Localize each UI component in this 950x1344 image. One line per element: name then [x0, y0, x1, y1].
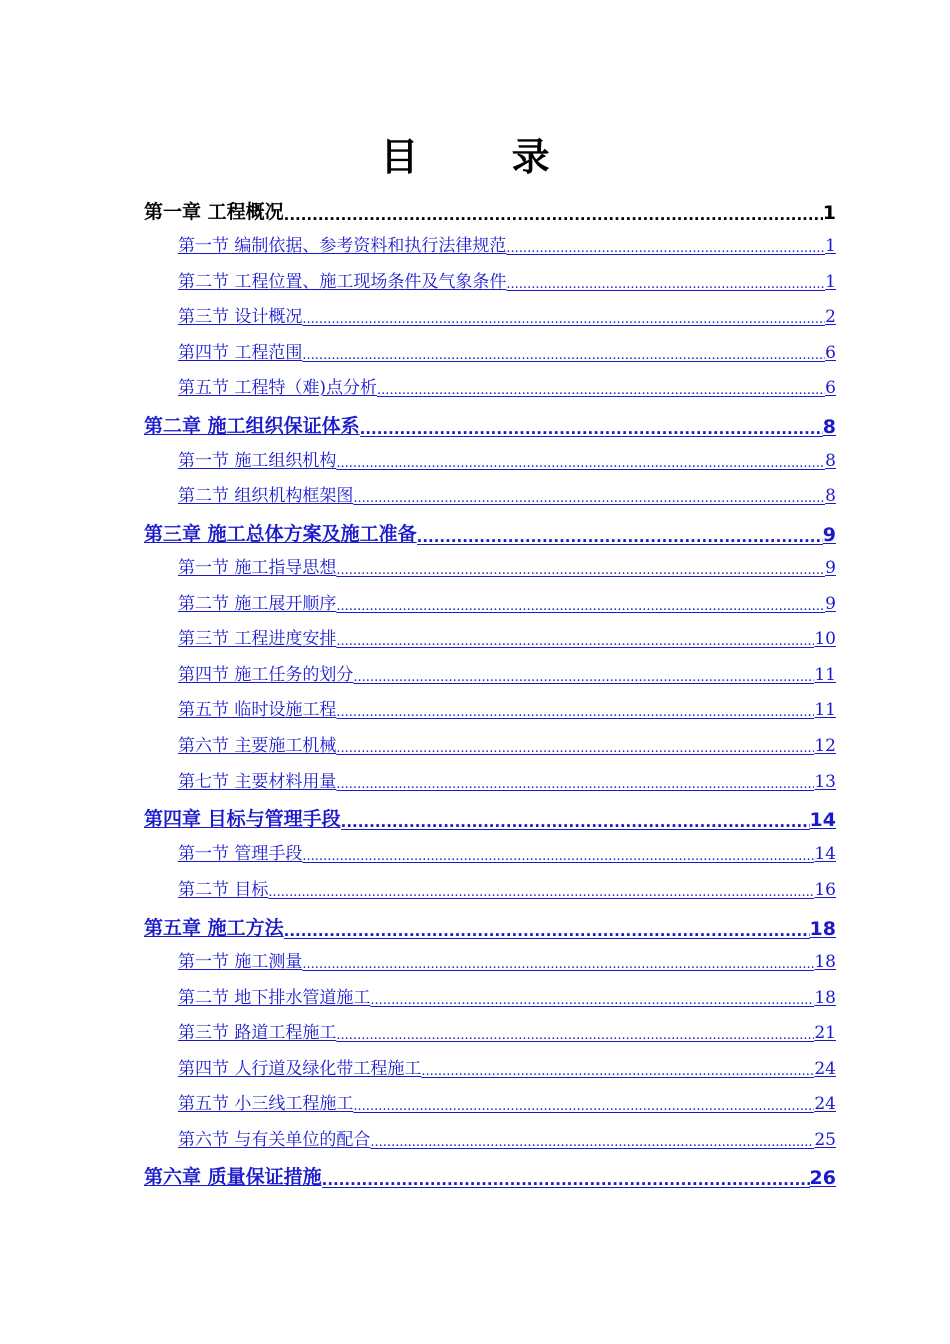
toc-page-number: 14	[809, 809, 836, 831]
toc-dot-leader	[336, 777, 814, 792]
toc-page-number: 1	[822, 202, 836, 224]
toc-section-entry[interactable]	[178, 372, 836, 398]
toc-page-number: 16	[814, 880, 836, 900]
toc-page-number: 14	[814, 844, 836, 864]
toc-section-entry[interactable]	[178, 1124, 836, 1150]
toc-page-number: 8	[822, 416, 836, 438]
toc-entry-label: 第二节 工程位置、施工现场条件及气象条件	[178, 272, 507, 292]
toc-entry-label: 第二章 施工组织保证体系	[144, 415, 360, 437]
toc-dot-leader	[336, 705, 814, 720]
toc-entry-label: 第一节 编制依据、参考资料和执行法律规范	[178, 236, 507, 256]
toc-page-number: 10	[814, 629, 836, 649]
toc-page-number: 18	[814, 988, 836, 1008]
toc-entry-label: 第三章 施工总体方案及施工准备	[144, 523, 417, 545]
toc-page-number: 24	[814, 1094, 836, 1114]
toc-page-number: 8	[825, 451, 836, 471]
toc-section-entry[interactable]	[178, 946, 836, 972]
toc-entry-label: 第六节 主要施工机械	[178, 736, 337, 756]
toc-chapter-entry	[144, 194, 836, 224]
toc-section-entry[interactable]	[178, 480, 836, 506]
toc-entry-label: 第七节 主要材料用量	[178, 772, 337, 792]
toc-dot-leader	[370, 993, 814, 1008]
toc-chapter-entry[interactable]	[144, 910, 836, 940]
toc-page-number: 1	[825, 272, 836, 292]
toc-dot-leader	[370, 1135, 814, 1150]
toc-dot-leader	[336, 741, 814, 756]
toc-section-entry[interactable]	[178, 552, 836, 578]
toc-dot-leader	[336, 563, 825, 578]
toc-dot-leader	[353, 1099, 814, 1114]
toc-chapter-entry[interactable]	[144, 1159, 836, 1189]
toc-entry-label: 第六章 质量保证措施	[144, 1166, 322, 1188]
toc-entry-label: 第四节 施工任务的划分	[178, 665, 354, 685]
toc-dot-leader	[302, 957, 814, 972]
toc-dot-leader	[353, 670, 814, 685]
toc-chapter-entry[interactable]	[144, 408, 836, 438]
toc-page-number: 26	[809, 1167, 836, 1189]
toc-dot-leader	[302, 348, 825, 363]
toc-entry-label: 第二节 施工展开顺序	[178, 594, 337, 614]
toc-entry-label: 第四节 工程范围	[178, 343, 303, 363]
toc-dot-leader	[336, 1028, 814, 1043]
toc-section-entry[interactable]	[178, 838, 836, 864]
toc-entry-label: 第五节 小三线工程施工	[178, 1094, 354, 1114]
toc-section-entry[interactable]	[178, 623, 836, 649]
toc-page-number: 24	[814, 1059, 836, 1079]
toc-page-number: 12	[814, 736, 836, 756]
toc-dot-leader	[302, 849, 814, 864]
toc-entry-label: 第一节 施工测量	[178, 952, 303, 972]
toc-section-entry[interactable]	[178, 230, 836, 256]
toc-section-entry[interactable]	[178, 659, 836, 685]
toc-page-number: 18	[809, 918, 836, 940]
toc-section-entry[interactable]	[178, 1088, 836, 1114]
toc-page-number: 9	[825, 558, 836, 578]
toc-section-entry[interactable]	[178, 694, 836, 720]
toc-entry-label: 第一章 工程概况	[144, 201, 284, 223]
toc-dot-leader	[302, 312, 825, 327]
toc-entry-label: 第三节 设计概况	[178, 307, 303, 327]
toc-dot-leader	[417, 528, 823, 546]
toc-page-number: 13	[814, 772, 836, 792]
toc-section-entry[interactable]	[178, 301, 836, 327]
toc-entry-label: 第二节 地下排水管道施工	[178, 988, 371, 1008]
toc-entry-label: 第三节 路道工程施工	[178, 1023, 337, 1043]
page-title: 目 录	[380, 135, 590, 179]
toc-dot-leader	[506, 241, 825, 256]
toc-section-entry[interactable]	[178, 982, 836, 1008]
toc-page-number: 11	[814, 665, 836, 685]
toc-dot-leader	[336, 599, 825, 614]
toc-dot-leader	[360, 420, 823, 438]
toc-section-entry[interactable]	[178, 766, 836, 792]
toc-page-number: 9	[825, 594, 836, 614]
toc-section-entry[interactable]	[178, 266, 836, 292]
toc-dot-leader	[284, 922, 810, 940]
toc-section-entry[interactable]	[178, 1053, 836, 1079]
toc-page-number: 21	[814, 1023, 836, 1043]
toc-dot-leader	[421, 1064, 814, 1079]
toc-entry-label: 第二节 组织机构框架图	[178, 486, 354, 506]
toc-entry-label: 第五节 工程特（难)点分析	[178, 378, 378, 398]
toc-dot-leader	[341, 813, 810, 831]
toc-page-number: 6	[825, 378, 836, 398]
toc-section-entry[interactable]	[178, 874, 836, 900]
toc-section-entry[interactable]	[178, 588, 836, 614]
toc-entry-label: 第五章 施工方法	[144, 917, 284, 939]
toc-page-number: 25	[814, 1130, 836, 1150]
toc-page-number: 11	[814, 700, 836, 720]
toc-section-entry[interactable]	[178, 1017, 836, 1043]
toc-dot-leader	[377, 383, 825, 398]
toc-entry-label: 第一节 施工组织机构	[178, 451, 337, 471]
toc-section-entry[interactable]	[178, 730, 836, 756]
toc-page-number: 1	[825, 236, 836, 256]
toc-dot-leader	[268, 885, 814, 900]
toc-page-number: 2	[825, 307, 836, 327]
toc-entry-label: 第四章 目标与管理手段	[144, 808, 341, 830]
toc-dot-leader	[284, 206, 823, 224]
toc-page-number: 18	[814, 952, 836, 972]
toc-dot-leader	[336, 634, 814, 649]
toc-page-number: 9	[822, 524, 836, 546]
toc-entry-label: 第五节 临时设施工程	[178, 700, 337, 720]
toc-entry-label: 第二节 目标	[178, 880, 269, 900]
toc-section-entry[interactable]	[178, 337, 836, 363]
toc-dot-leader	[353, 491, 825, 506]
toc-entry-label: 第四节 人行道及绿化带工程施工	[178, 1059, 422, 1079]
toc-dot-leader	[322, 1171, 810, 1189]
toc-page-number: 6	[825, 343, 836, 363]
toc-chapter-entry[interactable]	[144, 516, 836, 546]
toc-entry-label: 第一节 施工指导思想	[178, 558, 337, 578]
toc-entry-label: 第三节 工程进度安排	[178, 629, 337, 649]
toc-chapter-entry[interactable]	[144, 801, 836, 831]
toc-entry-label: 第六节 与有关单位的配合	[178, 1130, 371, 1150]
toc-entry-label: 第一节 管理手段	[178, 844, 303, 864]
toc-dot-leader	[506, 277, 825, 292]
toc-section-entry[interactable]	[178, 445, 836, 471]
toc-dot-leader	[336, 456, 825, 471]
toc-page-number: 8	[825, 486, 836, 506]
